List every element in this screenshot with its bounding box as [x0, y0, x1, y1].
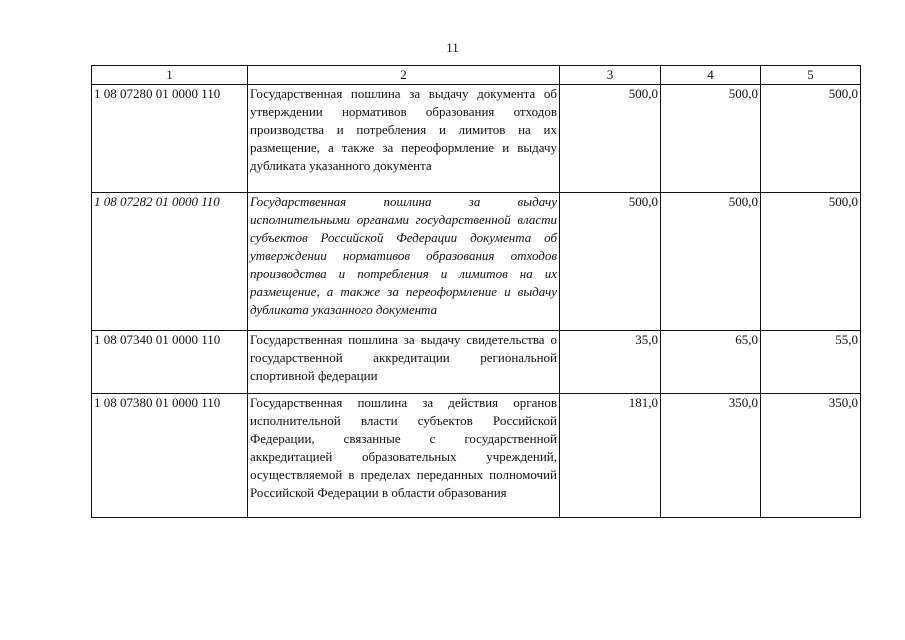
table-row: [92, 331, 861, 394]
header-cell-col3: 3: [560, 66, 661, 85]
row-code: 1 08 07282 01 0000 110: [92, 193, 248, 331]
table-row: [92, 193, 861, 331]
row-value-col4: 350,0: [661, 394, 761, 518]
row-value-col3: 500,0: [560, 193, 661, 331]
row-value-col5: 350,0: [761, 394, 861, 518]
budget-table: [91, 65, 861, 518]
table-row: [92, 394, 861, 518]
header-cell-col1: 1: [92, 66, 248, 85]
row-name: Государственная пошлина за выдачу документа об утверждении нормативов образования отходов производства и потребления и лимитов на их размещение, а также за переоформление и выдачу дубликата указанного документа: [248, 85, 560, 193]
row-value-col4: 65,0: [661, 331, 761, 394]
header-cell-col4: 4: [661, 66, 761, 85]
row-value-col5: 55,0: [761, 331, 861, 394]
row-value-col5: 500,0: [761, 193, 861, 331]
row-value-col3: 500,0: [560, 85, 661, 193]
header-cell-col5: 5: [761, 66, 861, 85]
table-header-row: [92, 66, 861, 85]
row-value-col3: 35,0: [560, 331, 661, 394]
row-value-col5: 500,0: [761, 85, 861, 193]
row-code: 1 08 07380 01 0000 110: [92, 394, 248, 518]
row-value-col3: 181,0: [560, 394, 661, 518]
row-value-col4: 500,0: [661, 193, 761, 331]
row-name: Государственная пошлина за выдачу свидетельства о государственной аккредитации региональной спортивной федерации: [248, 331, 560, 394]
row-code: 1 08 07340 01 0000 110: [92, 331, 248, 394]
page-number: 11: [446, 40, 459, 55]
row-code: 1 08 07280 01 0000 110: [92, 85, 248, 193]
row-name: Государственная пошлина за выдачу исполнительными органами государственной власти субъектов Российской Федерации документа об утверждении нормативов образования отходов производства и потребления и лимитов на их размещение, а также за переоформление и выдачу дубликата указанного документа: [248, 193, 560, 331]
row-name: Государственная пошлина за действия органов исполнительной власти субъектов Российской Федерации, связанные с государственной аккредитацией образовательных учреждений, осуществляемой в пределах переданных полномочий Российской Федерации в области образования: [248, 394, 560, 518]
header-cell-col2: 2: [248, 66, 560, 85]
row-value-col4: 500,0: [661, 85, 761, 193]
table-row: [92, 85, 861, 193]
